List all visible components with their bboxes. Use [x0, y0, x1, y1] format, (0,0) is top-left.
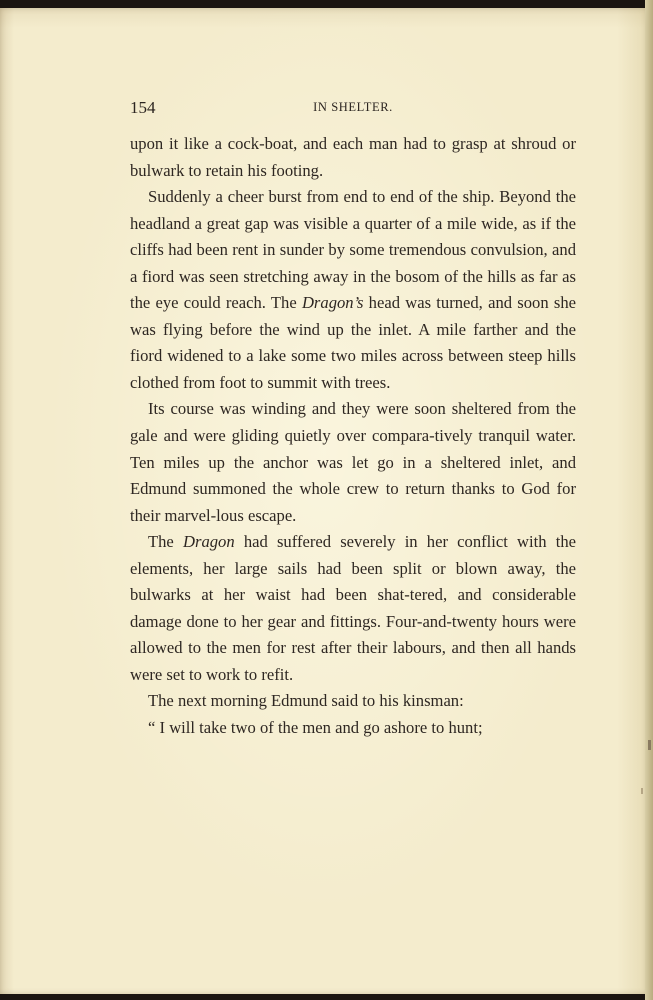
- text-run: The next morning Edmund said to his kinsman:: [148, 691, 464, 711]
- paragraph: [130, 688, 576, 715]
- margin-mark: [648, 740, 651, 750]
- page-body-text: [130, 131, 576, 742]
- text-run: Its course was winding and they were soon sheltered from the gale and were gliding quietly over compara-tively tranquil water. Ten miles up the anchor was let go in a sheltered inlet, and Edmund summoned the whole crew to return thanks to God for their marvel-lous escape.: [130, 399, 576, 525]
- paragraph: [130, 396, 576, 529]
- running-title: IN SHELTER.: [313, 100, 393, 114]
- text-run: “ I will take two of the men and go ashore to hunt;: [148, 718, 483, 738]
- page-header: [130, 98, 576, 120]
- ship-name-italic: Dragon: [183, 532, 235, 552]
- margin-mark: [641, 788, 643, 794]
- paragraph: [130, 131, 576, 184]
- paragraph: [130, 529, 576, 688]
- text-run: had suffered severely in her conflict with the elements, her large sails had been split or blown away, the bulwarks at her waist had been shat-tered, and considerable damage done to her gear and fittings. Four-and-twenty hours were allowed to the men for rest after their labours, and then all hands were set to work to refit.: [130, 532, 576, 684]
- page-number: 154: [130, 98, 156, 117]
- text-run: upon it like a cock-boat, and each man had to grasp at shroud or bulwark to retain his footing.: [130, 134, 576, 180]
- text-run: head was turned, and soon she was flying before the wind up the inlet. A mile farther and the fiord widened to a lake some two miles across between steep hills clothed from foot to summit with trees.: [130, 293, 576, 392]
- paragraph: [130, 184, 576, 396]
- text-run: Suddenly a cheer burst from end to end of the ship. Beyond the headland a great gap was visible a quarter of a mile wide, as if the cliffs had been rent in sunder by some tremendous convulsion, and a fiord was seen stretching away in the bosom of the hills as far as the eye could reach. The: [130, 187, 576, 313]
- paragraph: [130, 715, 576, 742]
- ship-name-italic: Dragon’s: [301, 293, 364, 313]
- page-edge: [645, 0, 653, 1000]
- text-run: The: [148, 532, 183, 552]
